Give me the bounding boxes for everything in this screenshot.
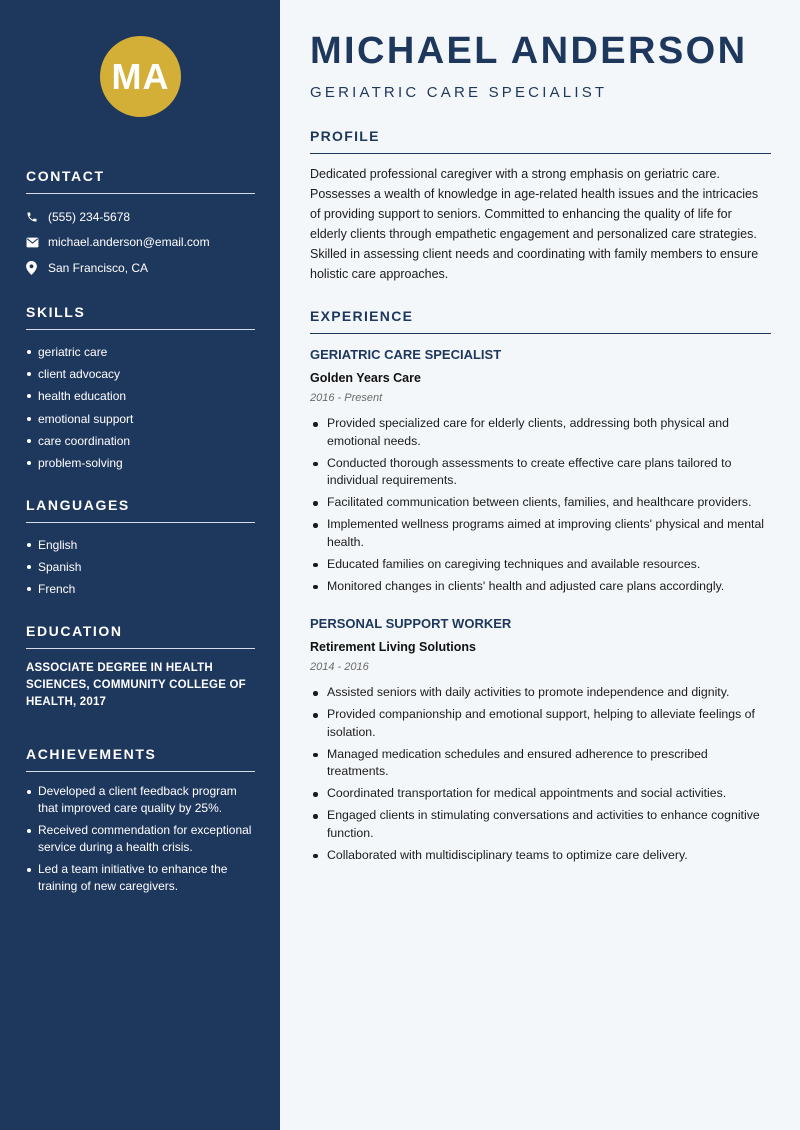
job-bullet: Implemented wellness programs aimed at improving clients' physical and mental health. (310, 516, 771, 551)
job-dates: 2016 - Present (310, 392, 383, 404)
job-bullet: Conducted thorough assessments to create effective care plans tailored to individual requirements. (310, 455, 771, 490)
phone-icon (26, 210, 48, 224)
job-bullet: Managed medication schedules and ensured adherence to prescribed treatments. (310, 746, 771, 781)
job-bullet: Assisted seniors with daily activities to promote independence and dignity. (310, 684, 771, 702)
phone-text[interactable]: (555) 234-5678 (48, 209, 131, 224)
achievements-list (26, 783, 255, 895)
skills-heading: SKILLS (26, 304, 255, 330)
location-text: San Francisco, CA (48, 260, 149, 275)
skills-section (26, 304, 255, 474)
job-company: Retirement Living Solutions (310, 640, 476, 654)
job-role: PERSONAL SUPPORT WORKER (310, 616, 512, 631)
job-bullet: Coordinated transportation for medical appointments and social activities. (310, 785, 771, 803)
job-bullet: Monitored changes in clients' health and adjusted care plans accordingly. (310, 578, 771, 596)
experience-section (310, 308, 771, 334)
job-entry (310, 616, 771, 869)
languages-section (26, 497, 255, 601)
language-item: English (26, 534, 255, 556)
job-bullet: Educated families on caregiving techniques and available resources. (310, 556, 771, 574)
languages-list (26, 534, 255, 601)
profile-heading: PROFILE (310, 128, 771, 154)
job-bullet: Provided specialized care for elderly clients, addressing both physical and emotional needs. (310, 415, 771, 450)
achievement-item: Developed a client feedback program that improved care quality by 25%. (26, 783, 255, 817)
contact-email (26, 230, 255, 256)
job-bullets (310, 415, 771, 595)
job-title: GERIATRIC CARE SPECIALIST (310, 84, 608, 101)
job-company: Golden Years Care (310, 371, 421, 385)
skill-item: care coordination (26, 430, 255, 452)
job-bullet: Collaborated with multidisciplinary teams to optimize care delivery. (310, 847, 771, 865)
job-role: GERIATRIC CARE SPECIALIST (310, 347, 502, 362)
achievement-item: Received commendation for exceptional service during a health crisis. (26, 822, 255, 856)
experience-heading: EXPERIENCE (310, 308, 771, 334)
email-link[interactable]: michael.anderson@email.com (48, 235, 210, 250)
achievements-heading: ACHIEVEMENTS (26, 746, 255, 772)
education-entry: ASSOCIATE DEGREE IN HEALTH SCIENCES, COMMUNITY COLLEGE OF HEALTH, 2017 (26, 662, 246, 708)
job-entry (310, 347, 771, 600)
contact-location (26, 255, 255, 281)
skill-item: geriatric care (26, 341, 255, 363)
education-section (26, 623, 255, 711)
envelope-icon (26, 235, 48, 249)
job-bullet: Engaged clients in stimulating conversations and activities to enhance cognitive function. (310, 807, 771, 842)
languages-heading: LANGUAGES (26, 497, 255, 523)
job-dates: 2014 - 2016 (310, 661, 369, 673)
job-bullet: Facilitated communication between clients, families, and healthcare providers. (310, 494, 771, 512)
skills-list (26, 341, 255, 474)
job-bullets (310, 684, 771, 864)
contact-heading: CONTACT (26, 168, 255, 194)
education-heading: EDUCATION (26, 623, 255, 649)
skill-item: health education (26, 385, 255, 407)
sidebar (0, 0, 280, 1130)
skill-item: problem-solving (26, 452, 255, 474)
profile-section (310, 128, 771, 284)
language-item: French (26, 578, 255, 600)
contact-section (26, 168, 255, 281)
achievements-section (26, 746, 255, 900)
avatar-initials: MA (111, 55, 170, 97)
avatar (100, 36, 181, 117)
candidate-name: MICHAEL ANDERSON (310, 30, 748, 72)
contact-phone (26, 204, 255, 230)
profile-text: Dedicated professional caregiver with a strong emphasis on geriatric care. Possesses a wealth of knowledge in age-related health issues and the intricacies of providing support to seniors. Committed to enhancing the quality of life for elderly clients through empathetic engagement and personalized care strategies. Skilled in assessing client needs and coordinating with family members to ensure holistic care approaches. (310, 167, 759, 281)
job-bullet: Provided companionship and emotional support, helping to alleviate feelings of isolation. (310, 706, 771, 741)
map-pin-icon (26, 261, 48, 275)
achievement-item: Led a team initiative to enhance the training of new caregivers. (26, 861, 255, 895)
skill-item: client advocacy (26, 363, 255, 385)
language-item: Spanish (26, 556, 255, 578)
skill-item: emotional support (26, 408, 255, 430)
